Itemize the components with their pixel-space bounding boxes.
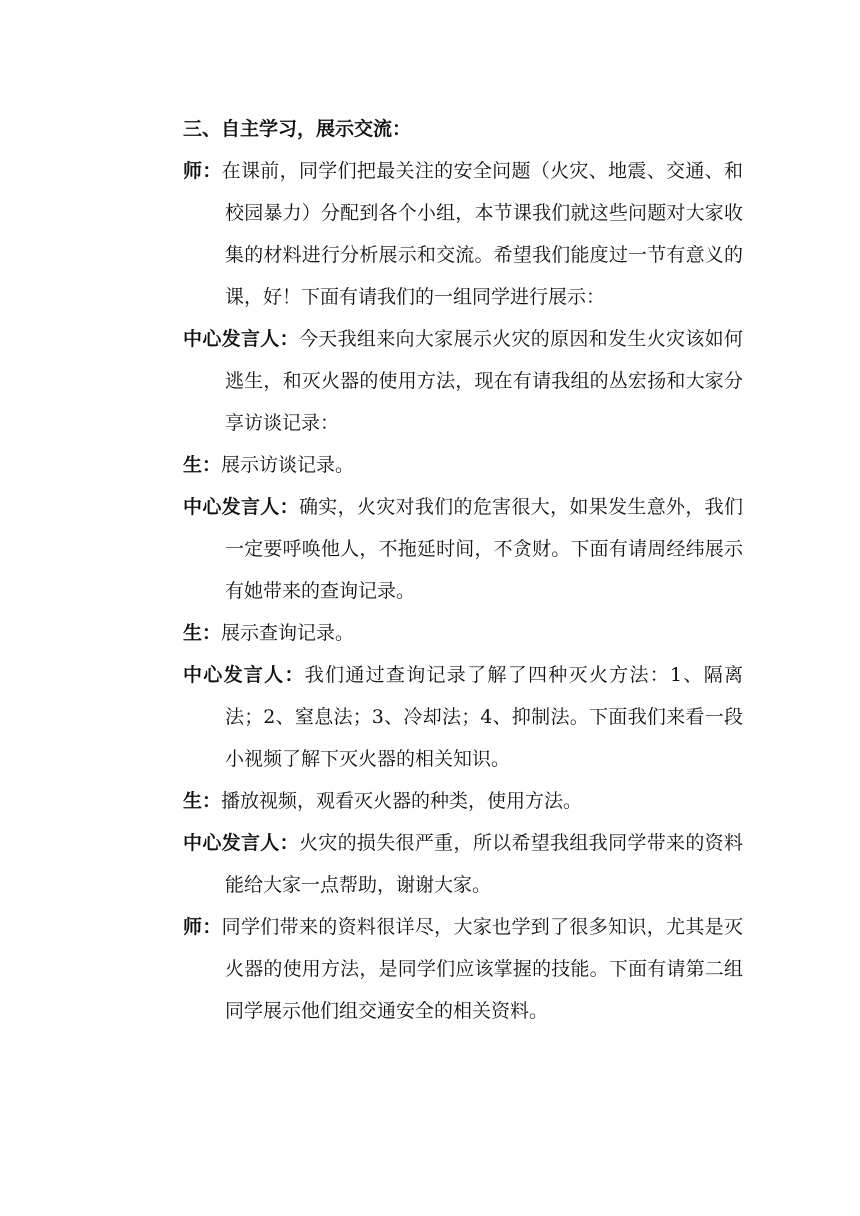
paragraph-speaker-1	[183, 318, 743, 444]
speaker-label: 中心发言人：	[183, 664, 305, 686]
paragraph-text: 同学们带来的资料很详尽，大家也学到了很多知识，尤其是灭火器的使用方法，是同学们应该掌握的技能。下面有请第二组同学展示他们组交通安全的相关资料。	[221, 916, 743, 1022]
paragraph-speaker-3	[183, 654, 743, 780]
paragraph-speaker-2	[183, 486, 743, 612]
section-heading: 三、自主学习，展示交流：	[183, 118, 412, 140]
paragraph-text: 播放视频，观看灭火器的种类，使用方法。	[221, 790, 583, 812]
paragraph-text: 确实，火灾对我们的危害很大，如果发生意外，我们一定要呼唤他人，不拖延时间，不贪财。下面有请周经纬展示有她带来的查询记录。	[225, 496, 743, 602]
speaker-label: 师：	[183, 916, 222, 938]
paragraph-text: 展示查询记录。	[221, 622, 355, 644]
speaker-label: 师：	[183, 160, 222, 182]
paragraph-text: 展示访谈记录。	[221, 454, 355, 476]
paragraph-speaker-4	[183, 822, 743, 906]
speaker-label: 生：	[183, 622, 222, 644]
paragraph-teacher-closing	[183, 906, 743, 1032]
paragraph-text: 我们通过查询记录了解了四种灭火方法：1、隔离法；2、窒息法；3、冷却法；4、抑制法。下面我们来看一段小视频了解下灭火器的相关知识。	[225, 664, 743, 770]
paragraph-student-1	[183, 444, 743, 486]
speaker-label: 中心发言人：	[183, 496, 299, 518]
speaker-label: 生：	[183, 454, 222, 476]
paragraph-student-3	[183, 780, 743, 822]
speaker-label: 中心发言人：	[183, 328, 299, 350]
paragraph-text: 在课前，同学们把最关注的安全问题（火灾、地震、交通、和校园暴力）分配到各个小组，本节课我们就这些问题对大家收集的材料进行分析展示和交流。希望我们能度过一节有意义的课，好！下面有请我们的一组同学进行展示：	[221, 160, 743, 308]
speaker-label: 生：	[183, 790, 222, 812]
speaker-label: 中心发言人：	[183, 832, 299, 854]
paragraph-text: 火灾的损失很严重，所以希望我组我同学带来的资料能给大家一点帮助，谢谢大家。	[225, 832, 743, 896]
paragraph-teacher-intro	[183, 150, 743, 318]
document-page	[183, 108, 743, 1032]
paragraph-text: 今天我组来向大家展示火灾的原因和发生火灾该如何逃生，和灭火器的使用方法，现在有请我组的丛宏扬和大家分享访谈记录：	[225, 328, 743, 434]
paragraph-student-2	[183, 612, 743, 654]
